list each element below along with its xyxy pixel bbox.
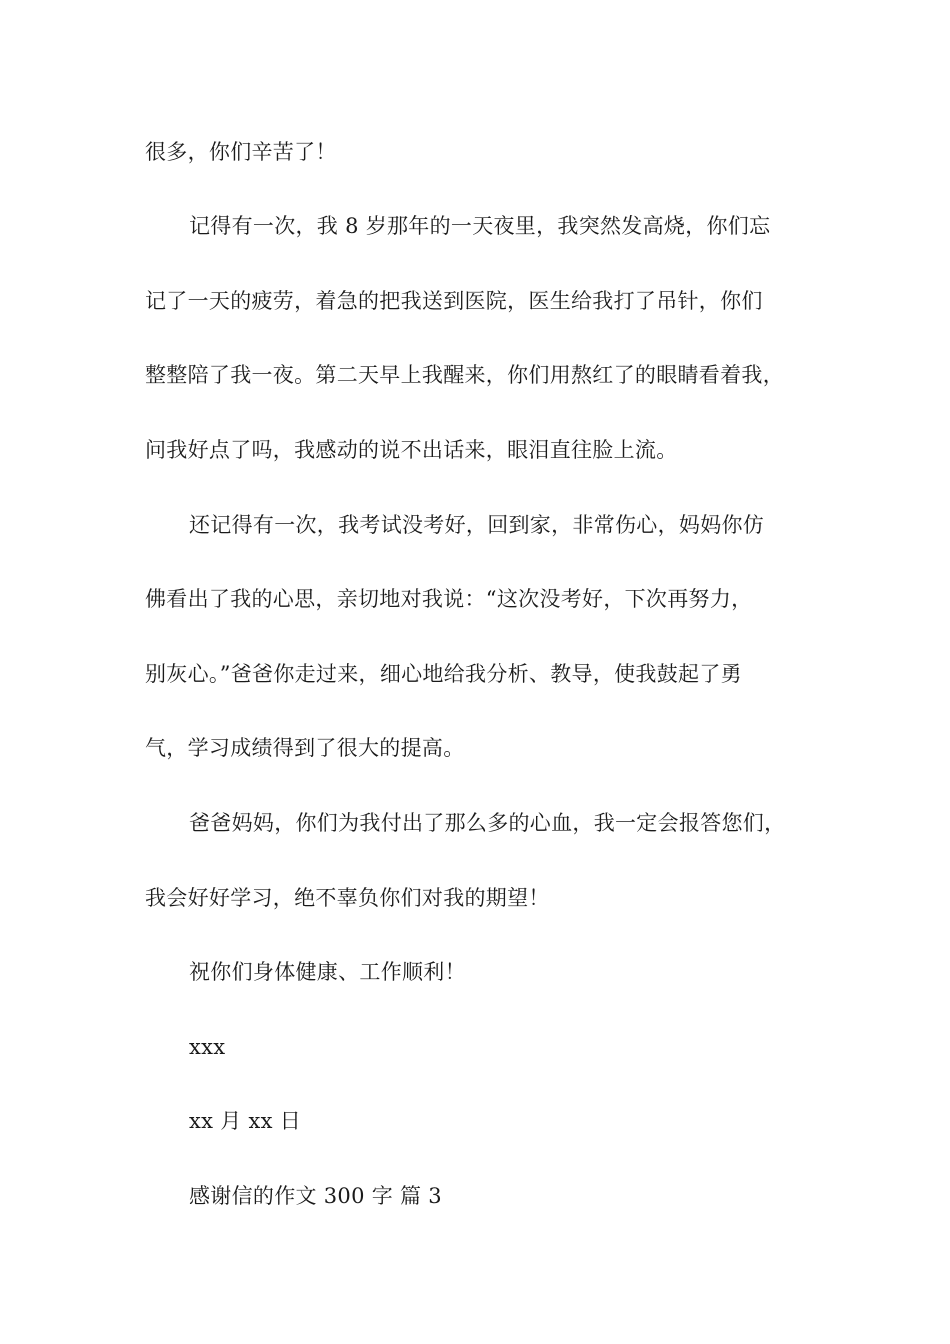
- text-line: 整整陪了我一夜。第二天早上我醒来，你们用熬红了的眼睛看着我，: [145, 363, 784, 387]
- text-line: 记了一天的疲劳，着急的把我送到医院，医生给我打了吊针，你们: [145, 289, 763, 313]
- paragraph-start: 还记得有一次，我考试没考好，回到家，非常伤心，妈妈你仿: [189, 513, 765, 537]
- text-line: 别灰心。”爸爸你走过来，细心地给我分析、教导，使我鼓起了勇: [145, 662, 742, 686]
- text-line: 气，学习成绩得到了很大的提高。: [145, 736, 465, 760]
- text-line: 问我好点了吗，我感动的说不出话来，眼泪直往脸上流。: [145, 438, 678, 462]
- signature: xxx: [189, 1035, 226, 1059]
- text-line: 我会好好学习，绝不辜负你们对我的期望！: [145, 886, 550, 910]
- paragraph-start: 记得有一次，我 8 岁那年的一天夜里，我突然发高烧，你们忘: [189, 214, 771, 238]
- paragraph-start: 爸爸妈妈，你们为我付出了那么多的心血，我一定会报答您们，: [189, 811, 786, 835]
- date: xx 月 xx 日: [189, 1109, 302, 1133]
- section-heading: 感谢信的作文 300 字 篇 3: [189, 1184, 442, 1208]
- closing-wish: 祝你们身体健康、工作顺利！: [189, 960, 466, 984]
- text-line: 很多，你们辛苦了！: [145, 140, 337, 164]
- text-line: 佛看出了我的心思，亲切地对我说：“这次没考好，下次再努力，: [145, 587, 753, 611]
